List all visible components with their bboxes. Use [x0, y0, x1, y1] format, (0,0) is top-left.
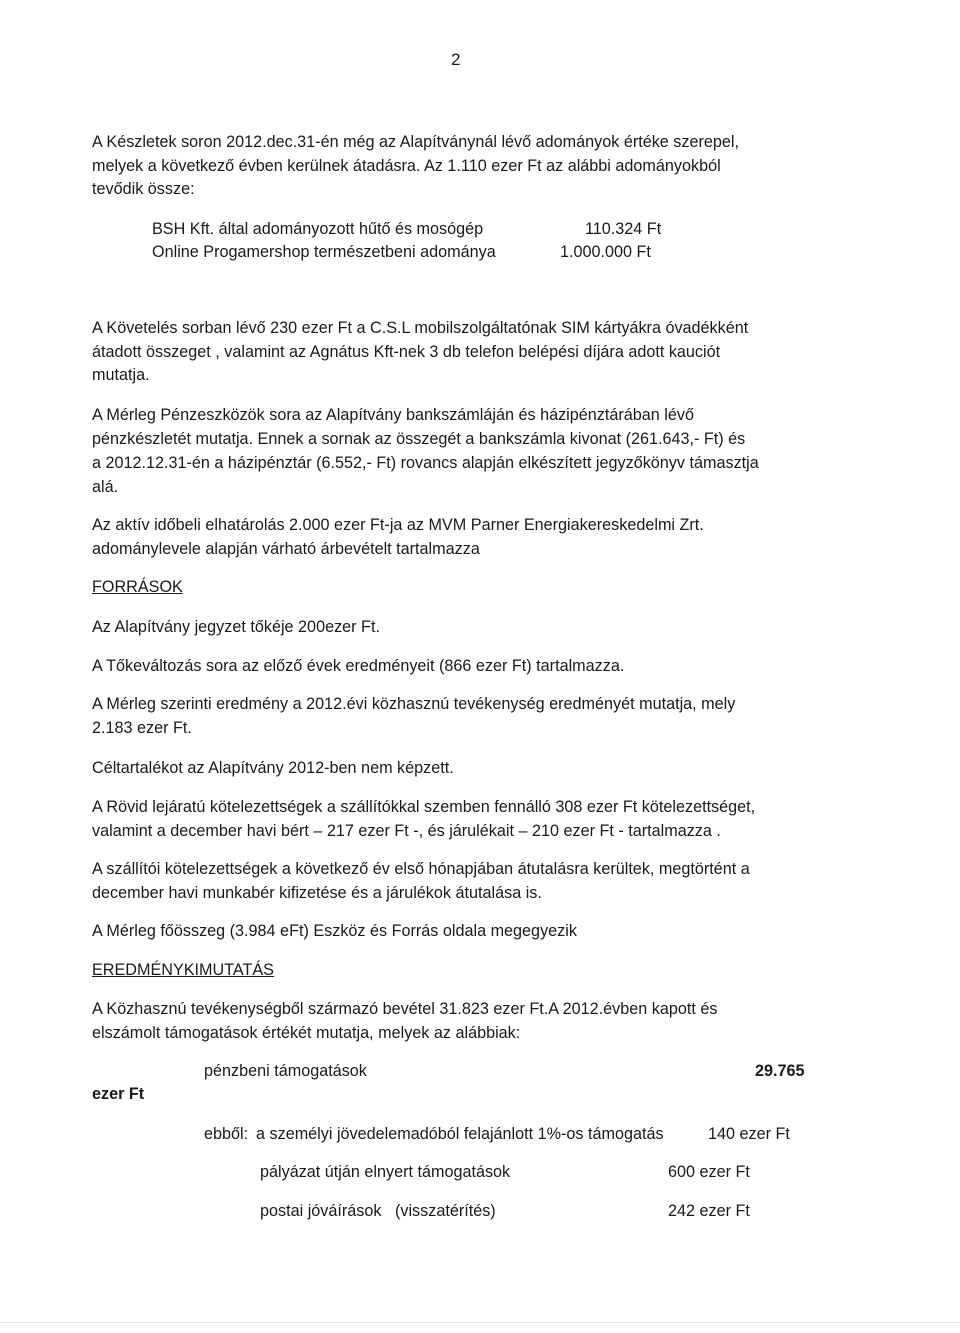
page-bottom-edge: [0, 1322, 960, 1323]
paragraph-cash-line: pénzkészletét mutatja. Ennek a sornak az összegét a bankszámla kivonat (261.643,- Ft) és: [92, 430, 746, 448]
support-cash-label: pénzbeni támogatások: [204, 1062, 367, 1080]
paragraph-inventory-line: A Készletek soron 2012.dec.31-én még az Alapítványnál lévő adományok értéke szerepel,: [92, 133, 739, 151]
paragraph-result-line: A Mérleg szerinti eredmény a 2012.évi közhasznú tevékenység eredményét mutatja, mely: [92, 695, 736, 713]
donation-amount: 110.324 Ft: [585, 220, 662, 238]
donation-amount: 1.000.000 Ft: [560, 243, 651, 261]
donation-label: Online Progamershop természetbeni adománya: [152, 243, 496, 261]
paragraph-cash-line: A Mérleg Pénzeszközök sora az Alapítvány bankszámláján és házipénztárában lévő: [92, 406, 694, 424]
paragraph-balance-total: A Mérleg főösszeg (3.984 eFt) Eszköz és Forrás oldala megegyezik: [92, 922, 577, 940]
support-unit-label: ezer Ft: [92, 1085, 145, 1103]
donation-label: BSH Kft. által adományozott hűtő és mosógép: [152, 220, 484, 238]
paragraph-cash-line: alá.: [92, 478, 119, 496]
paragraph-inventory-line: melyek a következő évben kerülnek átadásra. Az 1.110 ezer Ft az alábbi adományokból: [92, 157, 721, 175]
paragraph-inventory-line: tevődik össze:: [92, 180, 195, 198]
paragraph-result-line: 2.183 ezer Ft.: [92, 719, 192, 737]
paragraph-receivables-line: mutatja.: [92, 366, 150, 384]
support-ebbol-prefix: ebből:: [204, 1125, 249, 1143]
paragraph-revenue-line: elszámolt támogatások értékét mutatja, melyek az alábbiak:: [92, 1024, 521, 1042]
support-item-amount: 600 ezer Ft: [668, 1163, 750, 1181]
section-heading-eredmenykimutatas: EREDMÉNYKIMUTATÁS: [92, 961, 274, 979]
paragraph-suppliers-line: december havi munkabér kifizetése és a járulékok átutalása is.: [92, 884, 542, 902]
paragraph-cash-line: a 2012.12.31-én a házipénztár (6.552,- Ft) rovancs alapján elkészített jegyzőkönyv támasztja: [92, 454, 759, 472]
paragraph-accrual-line: adománylevele alapján várható árbevételt tartalmazza: [92, 540, 480, 558]
support-item-amount: 140 ezer Ft: [708, 1125, 790, 1143]
support-item-amount: 242 ezer Ft: [668, 1202, 750, 1220]
paragraph-revenue-line: A Közhasznú tevékenységből származó bevétel 31.823 ezer Ft.A 2012.évben kapott és: [92, 1000, 718, 1018]
page-number: 2: [451, 50, 461, 69]
paragraph-capital-change: A Tőkeváltozás sora az előző évek eredményeit (866 ezer Ft) tartalmazza.: [92, 657, 625, 675]
support-cash-value: 29.765: [755, 1062, 805, 1080]
paragraph-capital: Az Alapítvány jegyzet tőkéje 200ezer Ft.: [92, 618, 380, 636]
support-item-label: postai jóváírások (visszatérítés): [260, 1202, 496, 1220]
section-heading-forrasok: FORRÁSOK: [92, 578, 183, 596]
paragraph-accrual-line: Az aktív időbeli elhatárolás 2.000 ezer Ft-ja az MVM Parner Energiakereskedelmi Zrt.: [92, 516, 704, 534]
support-item-label: pályázat útján elnyert támogatások: [260, 1163, 511, 1181]
support-item-label: a személyi jövedelemadóból felajánlott 1%-os támogatás: [256, 1125, 664, 1143]
paragraph-provisions: Céltartalékot az Alapítvány 2012-ben nem képzett.: [92, 759, 454, 777]
paragraph-suppliers-line: A szállítói kötelezettségek a következő év első hónapjában átutalásra kerültek, megtörtént a: [92, 860, 750, 878]
paragraph-receivables-line: átadott összeget , valamint az Agnátus Kft-nek 3 db telefon belépési díjára adott kauciót: [92, 343, 721, 361]
paragraph-receivables-line: A Követelés sorban lévő 230 ezer Ft a C.S.L mobilszolgáltatónak SIM kártyákra óvadékként: [92, 319, 749, 337]
paragraph-liabilities-line: valamint a december havi bért – 217 ezer Ft -, és járulékait – 210 ezer Ft - tartalmazza .: [92, 822, 721, 840]
paragraph-liabilities-line: A Rövid lejáratú kötelezettségek a szállítókkal szemben fennálló 308 ezer Ft kötelezettséget,: [92, 798, 756, 816]
